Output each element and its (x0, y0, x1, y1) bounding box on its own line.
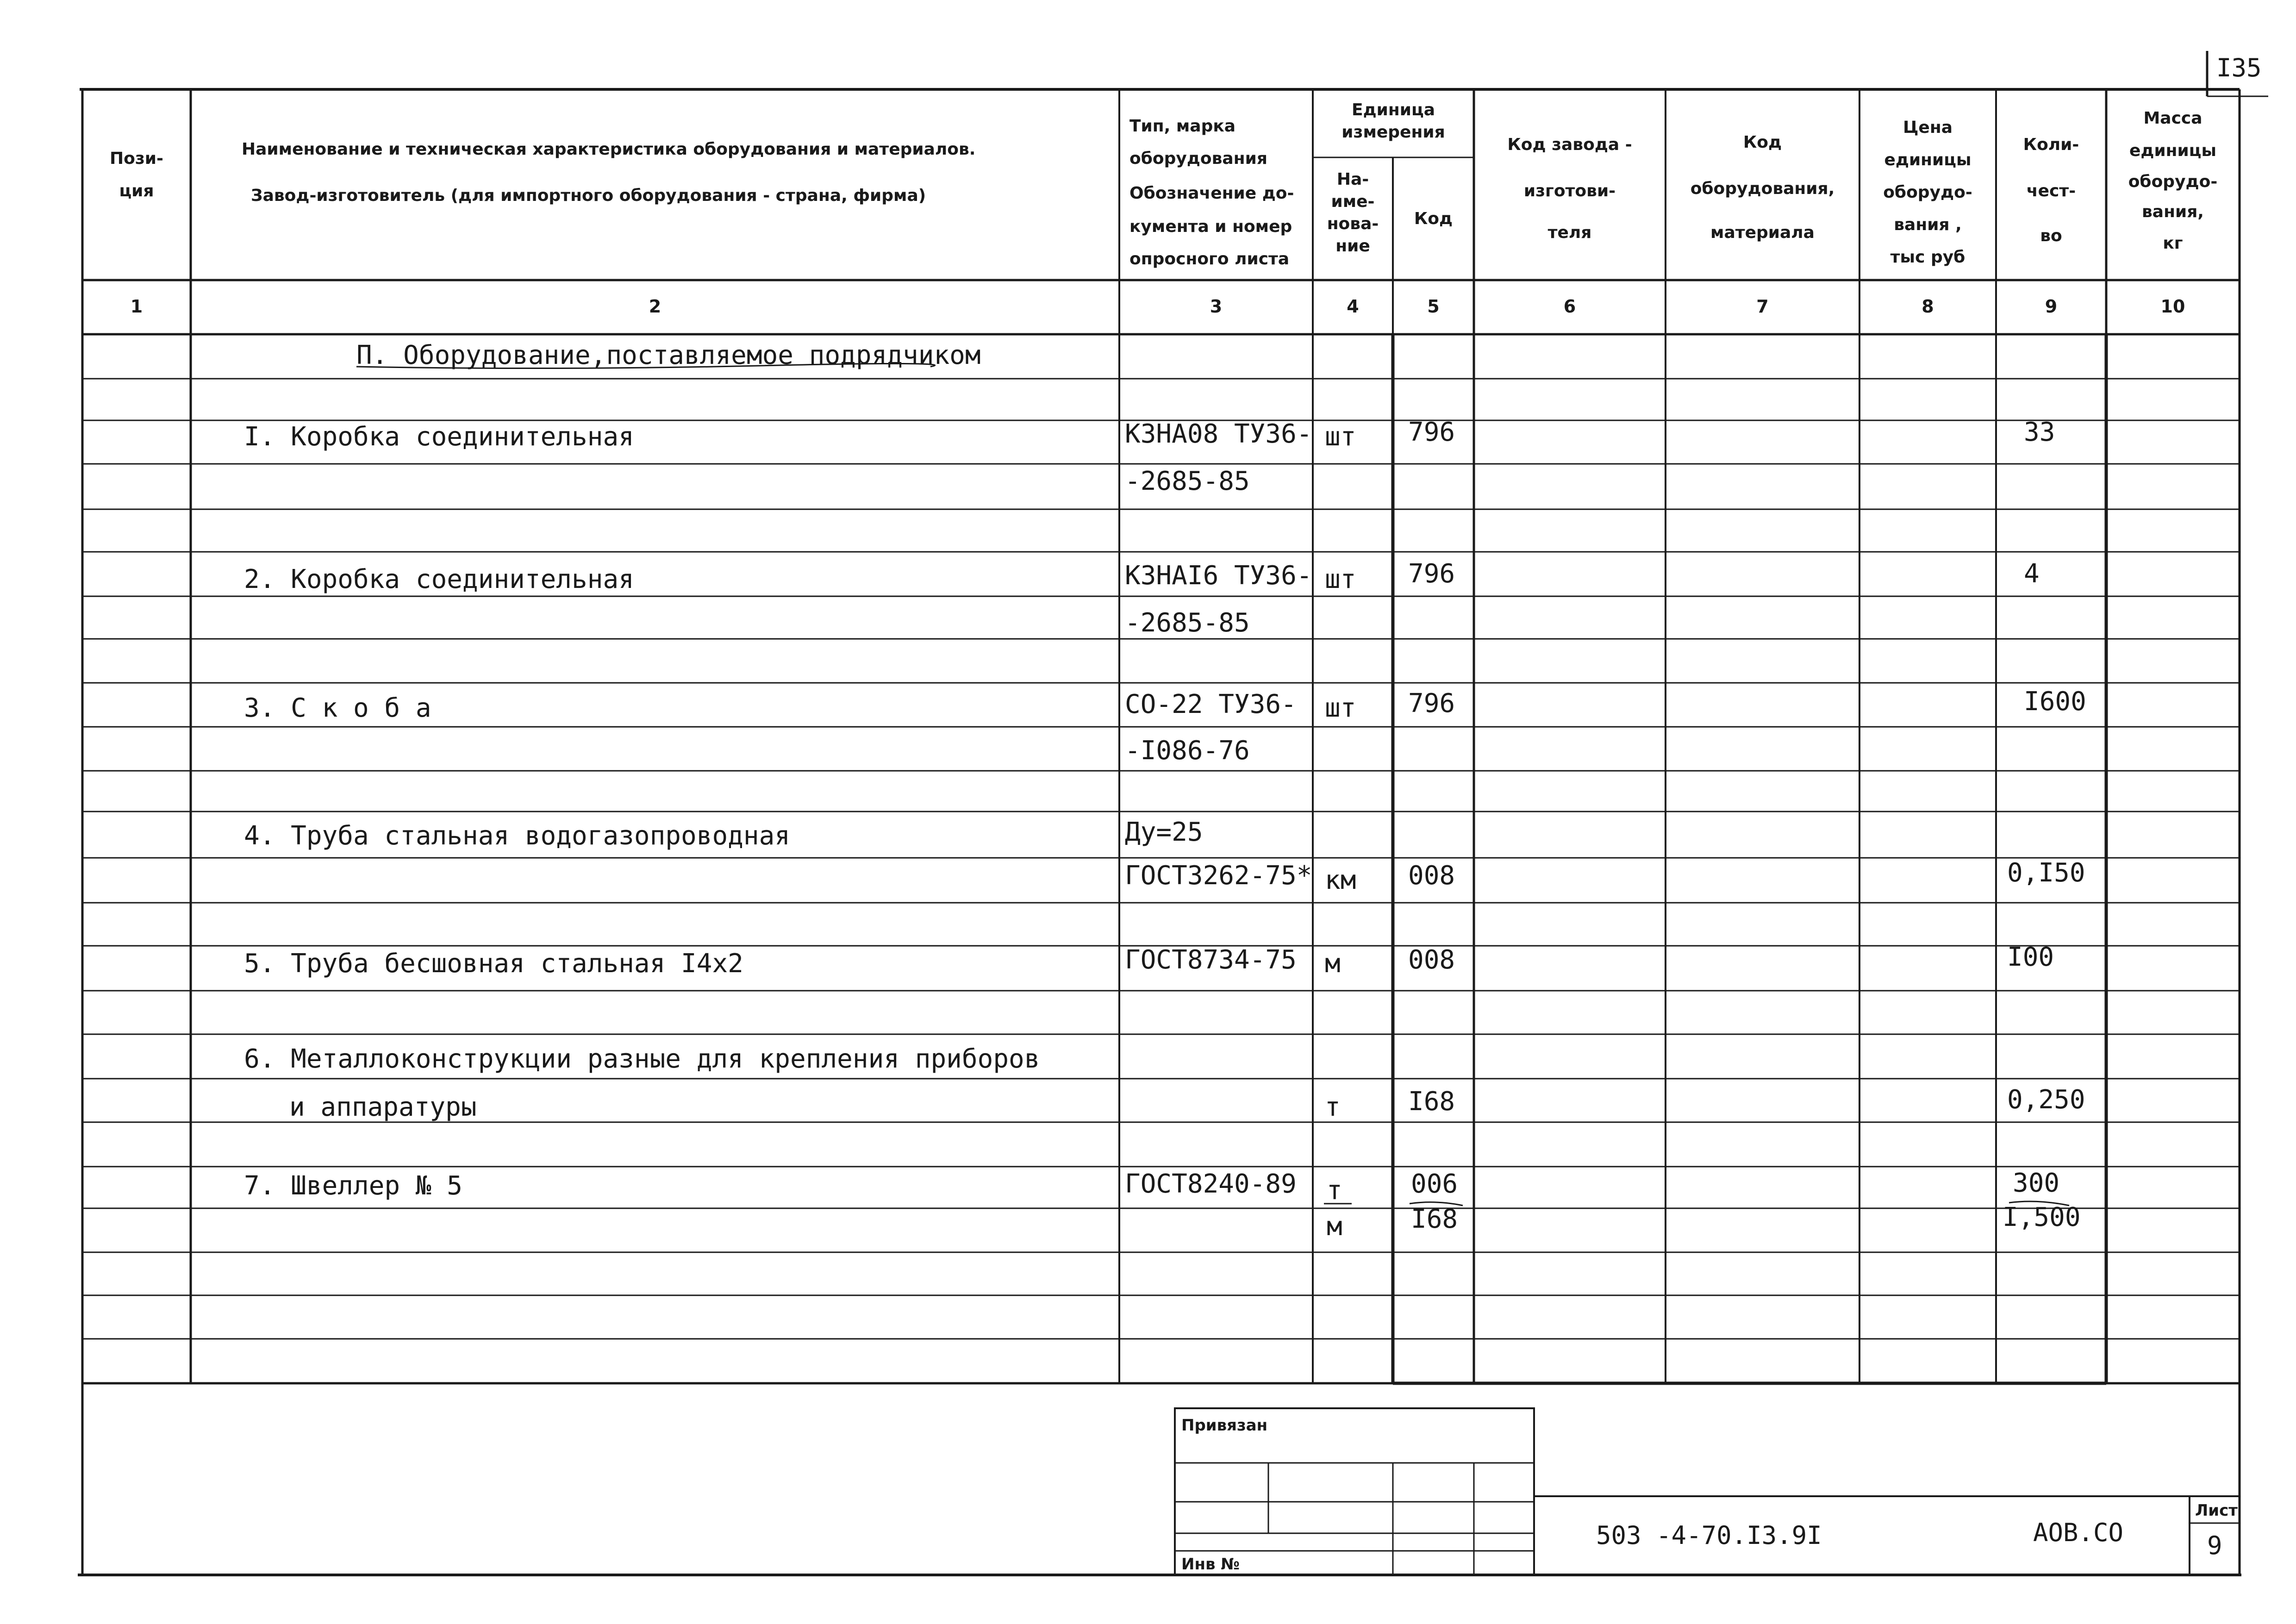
item-7-name: 7. Швеллер № 5 (244, 1171, 463, 1201)
item-3-unit: шт (1325, 693, 1356, 723)
header-unit-name-line2: име- (1331, 192, 1375, 211)
header-position-line1: Пози- (110, 149, 163, 168)
item-1-code: 796 (1408, 417, 1455, 447)
item-7-code-bottom: I68 (1411, 1204, 1458, 1234)
document-suffix: АОВ.СО (2033, 1518, 2124, 1547)
header-type-line4: кумента и номер (1129, 217, 1292, 236)
item-4-qty: 0,I50 (2007, 858, 2085, 888)
item-5-unit: м (1325, 949, 1341, 979)
item-7-unit-bottom: м (1327, 1212, 1342, 1242)
item-3-name: 3. С к о б а (244, 693, 431, 723)
item-3-type-line2: -I086-76 (1125, 736, 1250, 766)
column-number-3: 3 (1210, 296, 1223, 317)
item-6-qty: 0,250 (2007, 1085, 2085, 1115)
header-quantity-line1: Коли- (2023, 135, 2079, 154)
header-mass-line5: кг (2163, 234, 2183, 253)
item-5-type: ГОСТ8734-75 (1125, 945, 1297, 975)
sheet-number: 9 (2207, 1531, 2222, 1560)
header-unit-group-line1: Единица (1352, 100, 1435, 119)
header-equipment-code-line2: оборудования, (1690, 179, 1835, 198)
stamp-inventory-label: Инв № (1181, 1555, 1240, 1574)
column-number-5: 5 (1427, 296, 1440, 317)
header-mass-line2: единицы (2129, 141, 2217, 160)
header-equipment-code-line1: Код (1743, 133, 1782, 152)
header-mass-line4: вания, (2142, 202, 2204, 221)
item-2-code: 796 (1408, 559, 1455, 589)
header-quantity-line3: во (2040, 226, 2062, 245)
item-5-code: 008 (1408, 945, 1455, 975)
item-1-type-line1: КЗНА08 ТУ36- (1125, 419, 1312, 449)
item-2-type-line2: -2685-85 (1125, 608, 1250, 638)
item-4-type-line2: ГОСТ3262-75* (1125, 861, 1312, 891)
item-6-name-line2: и аппаратуры (289, 1092, 477, 1122)
item-2-name: 2. Коробка соединительная (244, 564, 634, 594)
stamp-bound-label: Привязан (1181, 1416, 1268, 1435)
header-unit-group-line2: измерения (1341, 123, 1445, 142)
item-5-qty: I00 (2007, 942, 2054, 972)
column-number-2: 2 (649, 296, 661, 317)
item-6-unit: т (1325, 1092, 1341, 1122)
header-mass-line1: Масса (2143, 109, 2202, 128)
item-3-code: 796 (1408, 688, 1455, 718)
header-quantity-line2: чест- (2026, 181, 2076, 200)
header-equipment-code-line3: материала (1710, 223, 1815, 242)
item-1-name: I. Коробка соединительная (244, 422, 634, 452)
item-2-unit: шт (1325, 564, 1356, 594)
header-unit-name-line1: На- (1336, 170, 1369, 189)
item-7-qty-bottom: I,500 (2003, 1202, 2081, 1232)
header-factory-code-line1: Код завода - (1507, 135, 1632, 154)
header-type-line5: опросного листа (1129, 250, 1290, 269)
item-7-code-top: 006 (1411, 1169, 1458, 1199)
header-price-line4: вания , (1894, 215, 1962, 234)
item-4-type-line1: Ду=25 (1125, 817, 1203, 847)
item-1-type-line2: -2685-85 (1125, 466, 1250, 496)
header-factory-code-line2: изготови- (1523, 181, 1616, 200)
page-number: I35 (2216, 53, 2262, 82)
header-unit-code: Код (1414, 209, 1453, 228)
item-7-type: ГОСТ8240-89 (1125, 1169, 1297, 1199)
document-code: 503 -4-70.I3.9I (1596, 1521, 1822, 1550)
header-position-line2: ция (119, 181, 154, 200)
item-2-type-line1: КЗНАI6 ТУ36- (1125, 561, 1312, 591)
item-5-name: 5. Труба бесшовная стальная I4x2 (244, 949, 743, 979)
item-7-unit-top: т (1327, 1175, 1342, 1206)
header-factory-code-line3: теля (1547, 223, 1592, 242)
item-6-name-line1: 6. Металлоконструкции разные для крепления приборов (244, 1044, 1040, 1074)
column-number-9: 9 (2045, 296, 2058, 317)
sheet-label: Лист (2195, 1501, 2238, 1520)
header-unit-name-line4: ние (1335, 237, 1370, 256)
header-type-line2: оборудования (1129, 149, 1267, 168)
item-4-name: 4. Труба стальная водогазопроводная (244, 821, 791, 851)
column-number-10: 10 (2160, 296, 2185, 317)
item-4-unit: км (1325, 865, 1356, 895)
header-mass-line3: оборудо- (2128, 172, 2218, 191)
header-type-line1: Тип, марка (1129, 117, 1236, 136)
column-number-6: 6 (1563, 296, 1576, 317)
item-1-qty: 33 (2024, 417, 2055, 447)
header-name-line1: Наименование и техническая характеристика оборудования и материалов. (242, 140, 976, 159)
item-4-code: 008 (1408, 861, 1455, 891)
item-1-unit: шт (1325, 422, 1356, 452)
header-type-line3: Обозначение до- (1129, 184, 1294, 203)
column-number-8: 8 (1922, 296, 1934, 317)
header-price-line2: единицы (1884, 150, 1972, 169)
header-price-line3: оборудо- (1883, 183, 1972, 202)
header-unit-name-line3: нова- (1327, 214, 1379, 233)
item-3-type-line1: СО-22 ТУ36- (1125, 689, 1297, 719)
column-number-1: 1 (130, 296, 143, 317)
item-6-code: I68 (1408, 1087, 1455, 1117)
column-number-7: 7 (1756, 296, 1769, 317)
section-title: П. Оборудование,поставляемое подрядчиком (356, 340, 981, 370)
column-number-4: 4 (1347, 296, 1359, 317)
item-3-qty: I600 (2024, 687, 2086, 717)
item-2-qty: 4 (2024, 559, 2040, 589)
header-price-line5: тыс руб (1890, 248, 1965, 267)
header-name-line2: Завод-изготовитель (для импортного оборудования - страна, фирма) (251, 186, 926, 205)
item-7-qty-top: 300 (2013, 1168, 2060, 1198)
header-price-line1: Цена (1903, 118, 1953, 137)
